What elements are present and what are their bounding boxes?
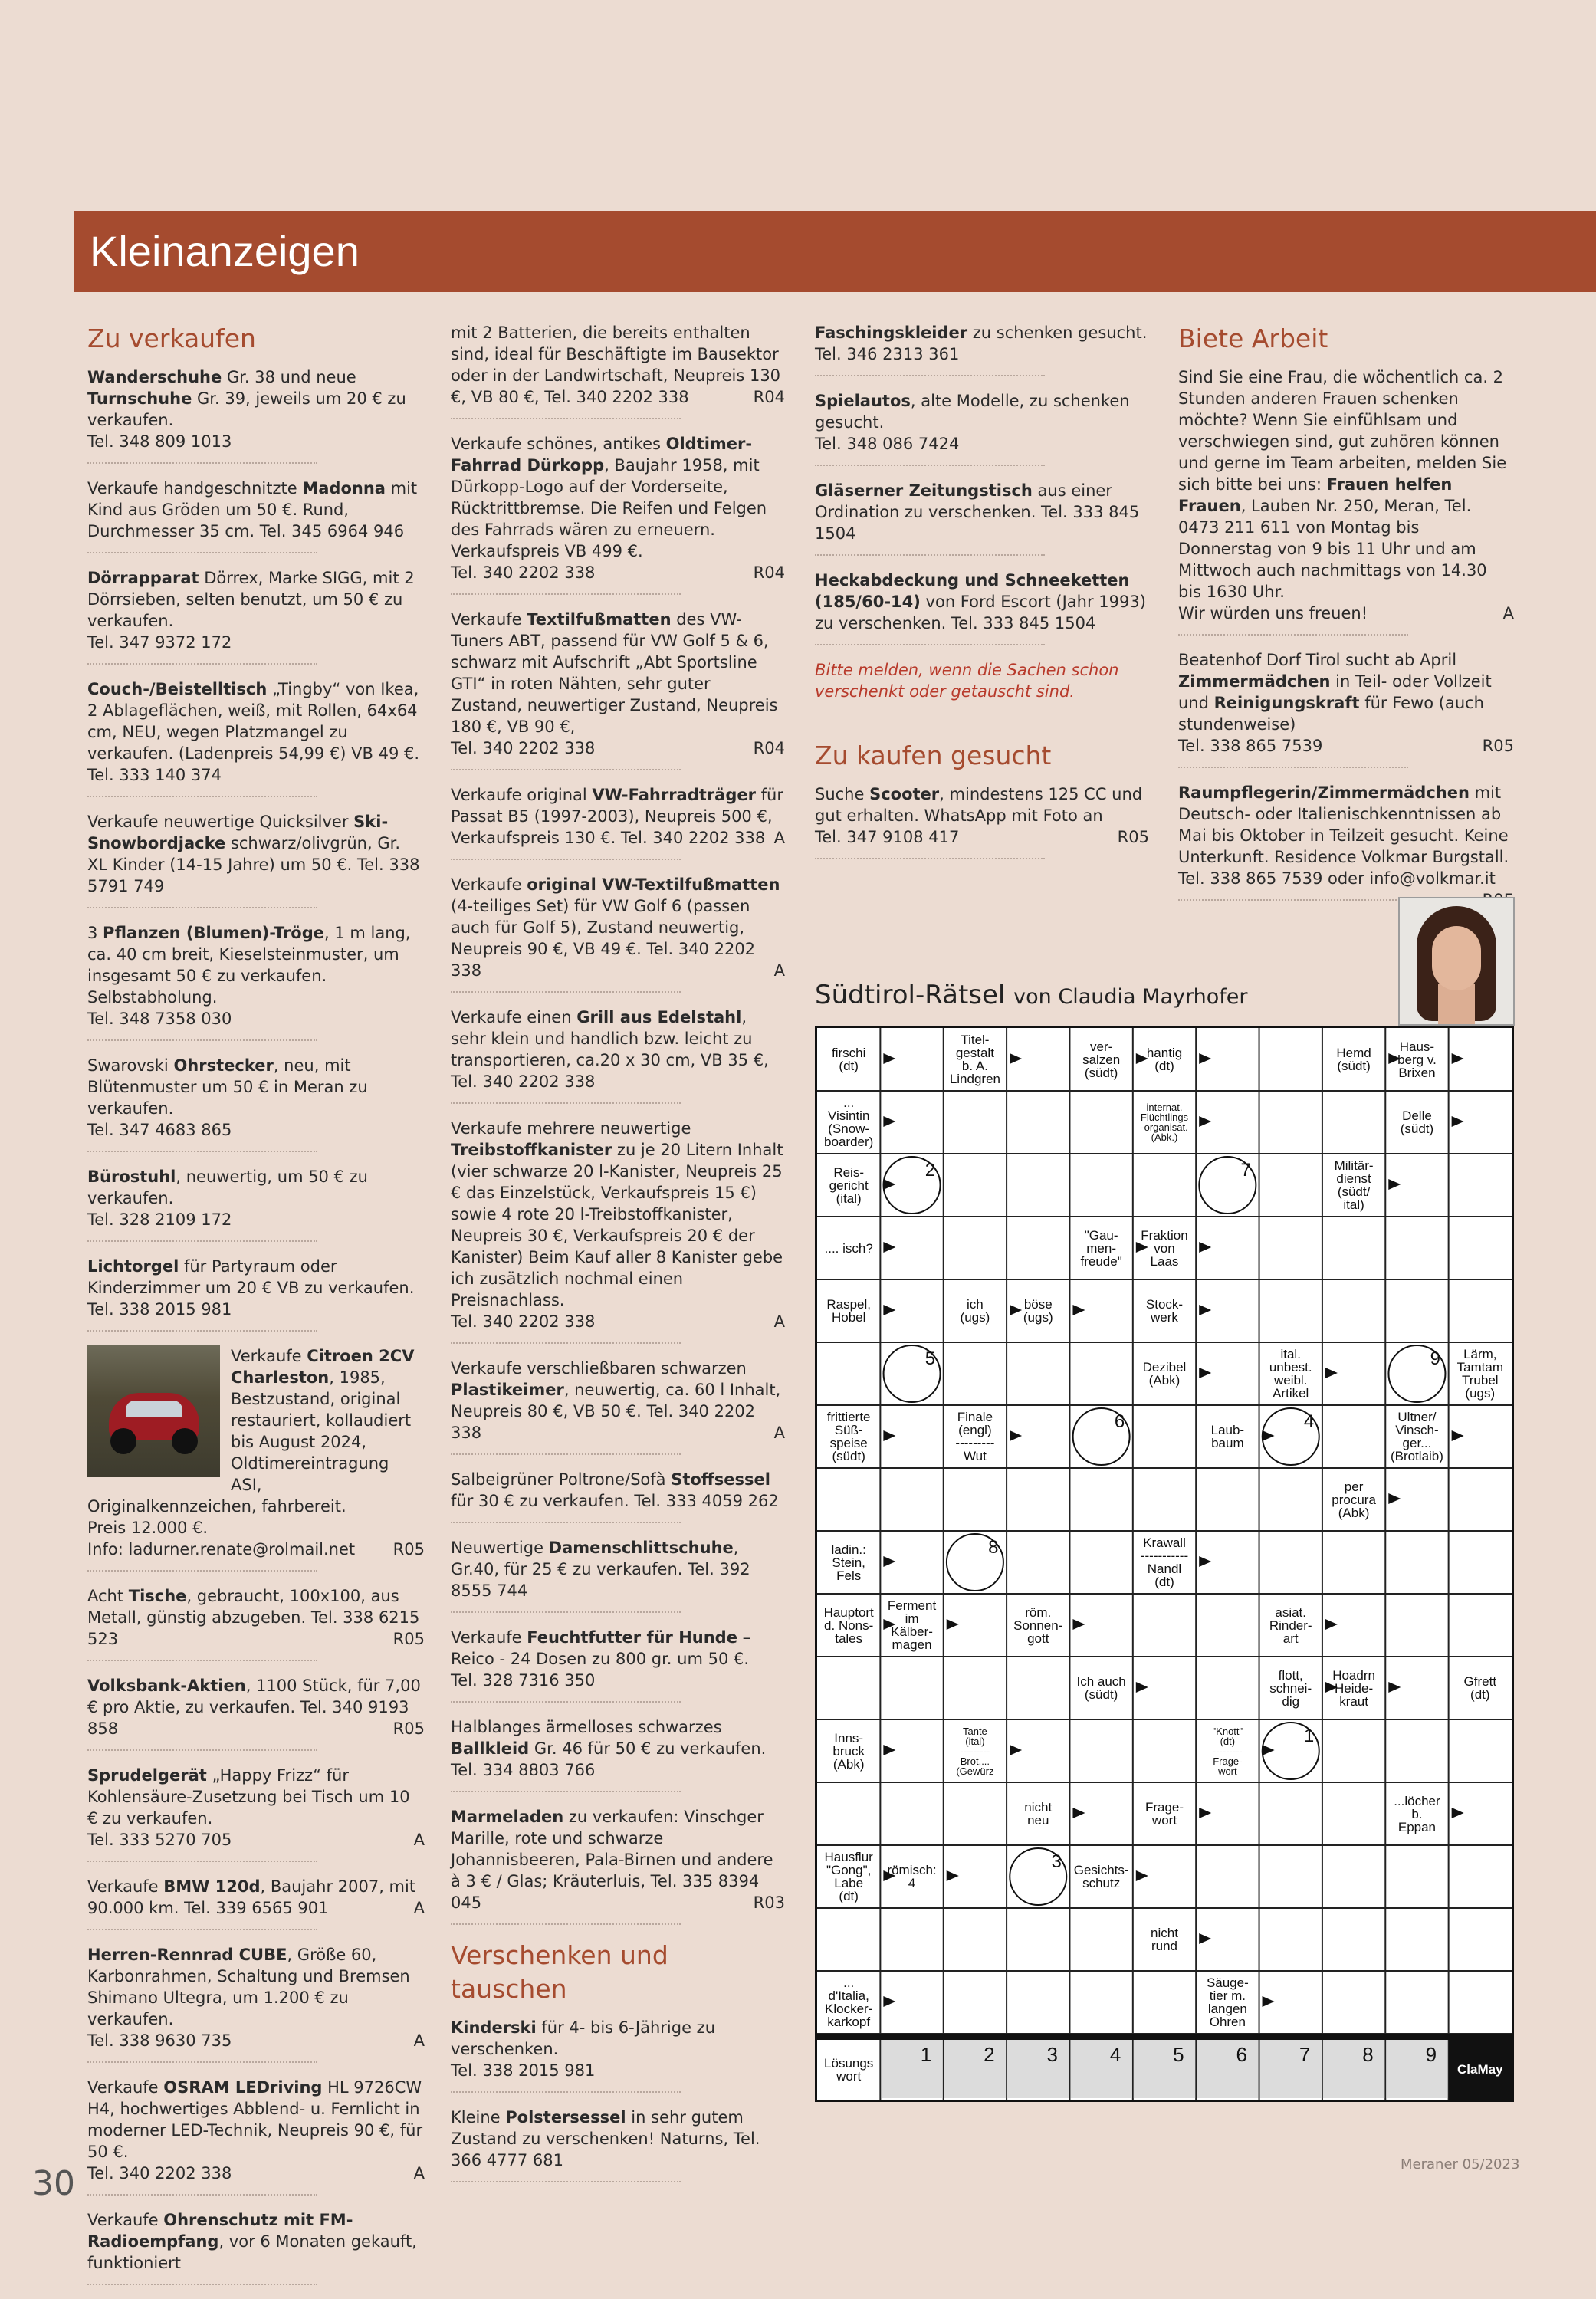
col3-ad-2: Gläserner Zeitungstisch aus einer Ordination zu verschenken. Tel. 333 845 1504: [815, 481, 1140, 543]
key-number-5: 4: [1303, 1411, 1315, 1432]
col1-ad-7: Bürostuhl, neuwertig, um 50 € zu verkaufen. Tel. 328 2109 172: [87, 1168, 368, 1229]
clue-arrow: [1199, 1368, 1211, 1378]
clue-21: frittierte Süß- speise (südt): [826, 1410, 871, 1463]
clue-16: böse (ugs): [1023, 1297, 1053, 1325]
ad-citroen-price: Preis 12.000 €.: [87, 1519, 209, 1537]
clue-arrow: [1388, 1493, 1401, 1504]
col2-ad-3: Verkaufe original VW-Fahrradträger für Passat B5 (1997-2003), Neupreis 500 €, Verkaufspreis 130 €. Tel. 340 2202 338 A: [451, 786, 785, 847]
clue-arrow: [947, 1619, 959, 1630]
col4-ad-2: Raumpflegerin/Zimmermädchen mit Deutsch- oder Italienischkenntnissen ab Mai bis Oktober in Teilzeit gesucht. Keine Unterkunft. Residence Volkmar Burgstall. Tel. 338 865 7539 oder info@volkmar.it: [1178, 783, 1509, 888]
col1b-ad-4: Herren-Rennrad CUBE, Größe 60, Karbonrahmen, Schaltung und Bremsen Shimano Ultegra, um 1.200 € zu verkaufen. Tel. 338 9630 735 A: [87, 1946, 425, 2050]
clue-43: römisch: 4: [887, 1863, 937, 1890]
clue-arrow: [1199, 1242, 1211, 1253]
clue-arrow: [1136, 1870, 1148, 1881]
clue-arrow: [1072, 1619, 1085, 1630]
clue-30: röm. Sonnen- gott: [1013, 1604, 1063, 1646]
key-number-1: 7: [1240, 1160, 1251, 1181]
clue-arrow: [1072, 1305, 1085, 1315]
col4-ad-0: Sind Sie eine Frau, die wöchentlich ca. 2 Stunden anderen Frauen schenken möchte? Wenn Sie einfühlsam und verschwiegen sind, gut zuhören können und gerne im Team arbeiten, melden Sie sich bitte bei uns: Frauen helfen Frauen, Lauben Nr. 250, Meran, Tel. 0473 211 611 von Montag bis Donnerstag von 9 bis 11 Uhr und am Mittwoch auch nachmittags von 14.30 bis 1630 Uhr. Wir würden uns freuen! A: [1178, 368, 1514, 622]
magazine-issue: Meraner 05/2023: [1401, 2156, 1520, 2173]
clue-arrow: [883, 1116, 895, 1127]
brand-label: ClaMay: [1449, 2040, 1512, 2100]
col1-ad-2: Dörrapparat Dörrex, Marke SIGG, mit 2 Dörrsieben, selten benutzt, um 50 € zu verkaufen. Tel. 347 9372 172: [87, 569, 415, 652]
clue-5: Haus- berg v. Brixen: [1397, 1039, 1437, 1080]
clue-arrow: [1263, 1745, 1275, 1755]
clue-11: .... isch?: [824, 1240, 873, 1256]
col2-ad-2: Verkaufe Textilfußmatten des VW-Tuners ABT, passend für VW Golf 5 & 6, schwarz mit Aufschrift „Abt Sportsline GTI“ in roten Nähten, sehr guter Zustand, neuwertiger Zustand, Neupreis 180 €, VB 90 €, Tel. 340 2202 338 R04: [451, 610, 785, 757]
col1b-ad-0: Acht Tische, gebraucht, 100x100, aus Metall, günstig abzugeben. Tel. 338 6215 523 R05: [87, 1587, 425, 1648]
col2-ad-4: Verkaufe original VW-Textilfußmatten (4-teiliges Set) für VW Golf 6 (passen auch für Golf 5), Zustand neuwertig, Neupreis 90 €, VB 49 €. Tel. 340 2202 338 A: [451, 875, 785, 980]
key-number-2: 5: [924, 1348, 936, 1369]
clue-7: internat. Flüchtlings -organisat. (Abk.): [1140, 1102, 1189, 1143]
solution-number-5[interactable]: 5: [1173, 2043, 1184, 2066]
key-number-8: 3: [1051, 1851, 1062, 1872]
clue-arrow: [1325, 1368, 1338, 1378]
solution-number-2[interactable]: 2: [984, 2043, 995, 2066]
ad-citroen: [87, 1345, 425, 1570]
key-number-6: 8: [988, 1537, 999, 1558]
clue-arrow: [883, 1179, 895, 1190]
ad-list-1: [87, 366, 425, 1332]
col3b-ad-0: Suche Scooter, mindestens 125 CC und gut erhalten. WhatsApp mit Foto an Tel. 347 9108 417 R05: [815, 785, 1149, 846]
clue-13: Fraktion von Laas: [1141, 1227, 1188, 1269]
clue-arrow: [1136, 1682, 1148, 1693]
clue-39: nicht neu: [1024, 1800, 1053, 1828]
clue-36: Inns- bruck (Abk): [832, 1730, 865, 1772]
car-photo: [87, 1345, 220, 1477]
clue-41: ...löcher b. Eppan: [1394, 1793, 1440, 1834]
key-number-3: 9: [1430, 1348, 1440, 1369]
clue-40: Frage- wort: [1144, 1800, 1184, 1828]
red-note: Bitte melden, wenn die Sachen schon verschenkt oder getauscht sind.: [815, 661, 1119, 701]
col2-ad-5: Verkaufe einen Grill aus Edelstahl, sehr klein und handlich bzw. leicht zu transportieren, ca.20 x 30 cm, VB 35 €, Tel. 340 2202 338: [451, 1008, 769, 1091]
col4-ad-1: Beatenhof Dorf Tirol sucht ab April Zimmermädchen in Teil- oder Vollzeit und Reinigungskraft für Fewo (auch stundenweise) Tel. 338 865 7539 R05: [1178, 651, 1514, 755]
ad-citroen-info: Info: ladurner.renate@rolmail.net R05: [87, 1540, 425, 1558]
clue-3: hantig (dt): [1146, 1046, 1183, 1073]
clue-42: Hausflur "Gong", Labe (dt): [824, 1850, 873, 1903]
clue-26: ladin.: Stein, Fels: [831, 1542, 866, 1583]
col2-ad-6: Verkaufe mehrere neuwertige Treibstoffkanister zu je 20 Litern Inhalt (vier schwarze 20 l-Kanister, Neupreis 25 € das Einzelstück, Verkaufspreis 15 €) sowie 4 rote 20 l-Treibstoffkanister, Neupreis 30 €, Verkaufspreis 20 € der Kanister) Beim Kauf aller 8 Kanister gebe ich zusätzlich nochmal einen Preisnachlass. Tel. 340 2202 338 A: [451, 1119, 785, 1331]
clue-9: Reis- gericht (ital): [829, 1164, 869, 1206]
ad-list-4: [1178, 366, 1514, 901]
clue-12: "Gau- men- freude": [1080, 1227, 1122, 1269]
solution-number-4[interactable]: 4: [1109, 2043, 1121, 2066]
section-heading-verschenken: Verschenken und tauschen: [451, 1940, 668, 2004]
solution-number-9[interactable]: 9: [1425, 2043, 1437, 2066]
solution-number-7[interactable]: 7: [1299, 2043, 1311, 2066]
col1-ad-3: Couch-/Beistelltisch „Tingby“ von Ikea, 2 Ablageflächen, weiß, mit Rollen, 64x64 cm, NEU, wegen Platzmangel zu verkaufen. (Ladenpreis 54,99 €) VB 49 €. Tel. 333 140 374: [87, 680, 420, 784]
col2-ad-0: mit 2 Batterien, die bereits enthalten sind, ideal für Beschäftigte im Bausektor oder in der Landwirtschaft, Neupreis 130 €, VB 80 €, Tel. 340 2202 338 R04: [451, 324, 785, 406]
clue-4: Hemd (südt): [1336, 1046, 1371, 1073]
col1-ad-4: Verkaufe neuwertige Quicksilver Ski-Snowbordjacke schwarz/olivgrün, Gr. XL Kinder (14-15 Jahre) um 50 €. Tel. 338 5791 749: [87, 813, 420, 895]
col2-ad-7: Verkaufe verschließbaren schwarzen Plastikeimer, neuwertig, ca. 60 l Inhalt, Neupreis 80 €, VB 50 €. Tel. 340 2202 338 A: [451, 1359, 785, 1442]
solution-label: Lösungs wort: [824, 2056, 874, 2084]
solution-number-1[interactable]: 1: [920, 2043, 932, 2066]
clue-46: ... d'Italia, Klocker- karkopf: [825, 1975, 873, 2029]
clue-19: ital. unbest. weibl. Artikel: [1269, 1347, 1312, 1401]
clue-15: ich (ugs): [960, 1297, 990, 1325]
clue-25: per procura (Abk): [1332, 1479, 1376, 1520]
page-number: 30: [32, 2164, 75, 2203]
col1-ad-1: Verkaufe handgeschnitzte Madonna mit Kind aus Gröden um 50 €. Rund, Durchmesser 35 cm. Tel. 345 6964 946: [87, 479, 418, 540]
clue-arrow: [1199, 1933, 1211, 1944]
clue-29: Ferment im Kälber- magen: [887, 1598, 937, 1652]
solution-number-8[interactable]: 8: [1362, 2043, 1374, 2066]
clue-38: "Knott" (dt) --------- Frage- wort: [1212, 1725, 1243, 1777]
clue-arrow: [1388, 1179, 1401, 1190]
clue-arrow: [1452, 1053, 1464, 1064]
clue-arrow: [1263, 1430, 1275, 1441]
column-2: [451, 322, 785, 2196]
crossword-grid: [815, 1026, 1514, 2102]
clue-32: Ich auch (südt): [1076, 1674, 1126, 1702]
clue-22: Finale (engl) --------- Wut: [955, 1410, 995, 1463]
col3-ad-1: Spielautos, alte Modelle, zu schenken gesucht. Tel. 348 086 7424: [815, 392, 1130, 453]
clue-14: Raspel, Hobel: [826, 1297, 871, 1325]
clue-arrow: [883, 1996, 895, 2007]
key-number-0: 2: [924, 1160, 936, 1181]
col2-ad-12: Marmeladen zu verkaufen: Vinschger Marille, rote und schwarze Johannisbeeren, Pala-Birnen und andere à 3 € / Glas; Kräuterluis, Tel. 335 8394 045 R03: [451, 1808, 785, 1912]
key-number-4: 6: [1114, 1411, 1125, 1432]
clue-2: ver- salzen (südt): [1082, 1039, 1121, 1080]
ad-list-3b: [815, 783, 1149, 859]
column-4: [1178, 322, 1514, 915]
clue-arrow: [1452, 1430, 1464, 1441]
section-banner: Kleinanzeigen: [74, 211, 1596, 292]
col1-ad-0: Wanderschuhe Gr. 38 und neue Turnschuhe Gr. 39, jeweils um 20 € zu verkaufen. Tel. 348 809 1013: [87, 368, 406, 451]
clue-44: Gesichts- schutz: [1073, 1863, 1129, 1890]
col3-ad-0: Faschingskleider zu schenken gesucht. Tel. 346 2313 361: [815, 324, 1148, 363]
col1-ad-5: 3 Pflanzen (Blumen)-Tröge, 1 m lang, ca. 40 cm breit, Kieselsteinmuster, um insgesamt 50 € zu verkaufen. Selbstabholung. Tel. 348 7358 030: [87, 924, 411, 1028]
clue-arrow: [883, 1242, 895, 1253]
clue-23: Laub- baum: [1210, 1423, 1245, 1450]
column-1: [87, 322, 425, 2299]
col1b-ad-1: Volksbank-Aktien, 1100 Stück, für 7,00 € pro Aktie, zu verkaufen. Tel. 340 9193 858 R05: [87, 1677, 425, 1738]
clue-arrow: [1263, 1996, 1275, 2007]
clue-arrow: [1388, 1682, 1401, 1693]
clue-arrow: [883, 1053, 895, 1064]
clue-arrow: [1010, 1745, 1022, 1755]
clue-8: Delle (südt): [1400, 1108, 1434, 1136]
clue-arrow: [1199, 1808, 1211, 1818]
clue-arrow: [1452, 1116, 1464, 1127]
clue-arrow: [947, 1870, 959, 1881]
clue-10: Militär- dienst (südt/ ital): [1334, 1158, 1374, 1212]
clue-27: Krawall ----------- Nandl (dt): [1140, 1535, 1189, 1589]
clue-34: Hoadrn Heide- kraut: [1332, 1667, 1375, 1709]
section-heading-zu-kaufen-gesucht: Zu kaufen gesucht: [815, 741, 1052, 770]
col1b-ad-3: Verkaufe BMW 120d, Baujahr 2007, mit 90.000 km. Tel. 339 6565 901 A: [87, 1877, 425, 1917]
clue-17: Stock- werk: [1145, 1297, 1184, 1325]
col1-ad-6: Swarovski Ohrstecker, neu, mit Blütenmuster um 50 € in Meran zu verkaufen. Tel. 347 4683 865: [87, 1056, 368, 1139]
clue-arrow: [1199, 1053, 1211, 1064]
clue-arrow: [1010, 1053, 1022, 1064]
section-heading-zu-verkaufen: Zu verkaufen: [87, 324, 256, 353]
clue-arrow: [1199, 1116, 1211, 1127]
solution-number-3[interactable]: 3: [1046, 2043, 1058, 2066]
clue-6: ... Visintin (Snow- boarder): [824, 1095, 874, 1149]
clue-arrow: [1072, 1808, 1085, 1818]
clue-18: Dezibel (Abk): [1142, 1360, 1187, 1388]
clue-arrow: [883, 1556, 895, 1567]
author-portrait: [1398, 897, 1515, 1026]
clue-47: Säuge- tier m. langen Ohren: [1206, 1975, 1249, 2029]
col2b-ad-1: Kleine Polstersessel in sehr gutem Zustand zu verschenken! Naturns, Tel. 366 4777 681: [451, 2108, 760, 2169]
col1b-ad-5: Verkaufe OSRAM LEDriving HL 9726CW H4, hochwertiges Abblend- u. Fernlicht in moderner LED-Technik, Neupreis 90 €, für 50 €. Tel. 340 2202 338 A: [87, 2078, 425, 2182]
clue-33: flott, schnei- dig: [1269, 1667, 1312, 1709]
col2-ad-8: Salbeigrüner Poltrone/Sofà Stoffsessel für 30 € zu verkaufen. Tel. 333 4059 262: [451, 1470, 779, 1510]
clue-31: asiat. Rinder- art: [1269, 1604, 1312, 1646]
col2b-ad-0: Kinderski für 4- bis 6-Jährige zu verschenken. Tel. 338 2015 981: [451, 2018, 716, 2080]
section-heading-biete-arbeit: Biete Arbeit: [1178, 324, 1328, 353]
clue-arrow: [1010, 1430, 1022, 1441]
col3-ad-3: Heckabdeckung und Schneeketten (185/60-14) von Ford Escort (Jahr 1993) zu verschenken. Tel. 333 845 1504: [815, 571, 1146, 632]
ad-list-3: [815, 322, 1149, 645]
clue-0: firschi (dt): [831, 1046, 866, 1073]
clue-arrow: [883, 1745, 895, 1755]
ad-citroen-text: Verkaufe Citroen 2CV Charleston, 1985, Bestzustand, original restauriert, kollaudiert bis August 2024, Oldtimereintragung ASI, Originalkennzeichen, fahrbereit.: [87, 1347, 415, 1516]
clue-arrow: [883, 1430, 895, 1441]
clue-20: Lärm, Tamtam Trubel (ugs): [1456, 1347, 1504, 1401]
col2-ad-1: Verkaufe schönes, antikes Oldtimer-Fahrrad Dürkopp, Baujahr 1958, mit Dürkopp-Logo auf der Vorderseite, Rücktrittbremse. Die Reifen und Felgen des Fahrrads wären zu erneuern. Verkaufspreis VB 499 €. Tel. 340 2202 338 R04: [451, 435, 785, 582]
ad-list-2b: [451, 2017, 785, 2182]
clue-45: nicht rund: [1151, 1926, 1178, 1953]
clue-24: Ultner/ Vinsch- ger... (Brotlaib): [1390, 1410, 1443, 1463]
clue-arrow: [1199, 1556, 1211, 1567]
clue-28: Hauptort d. Nons- tales: [823, 1604, 874, 1646]
col1b-ad-6: Verkaufe Ohrenschutz mit FM-Radioempfang, vor 6 Monaten gekauft, funktioniert: [87, 2211, 417, 2272]
key-number-7: 1: [1303, 1726, 1315, 1746]
col2-ad-11: Halblanges ärmelloses schwarzes Ballkleid Gr. 46 für 50 € zu verkaufen. Tel. 334 8803 766: [451, 1718, 767, 1779]
col1b-ad-2: Sprudelgerät „Happy Frizz“ für Kohlensäure-Zusetzung bei Tisch um 10 € zu verkaufen. Tel. 333 5270 705 A: [87, 1766, 425, 1849]
clue-1: Titel- gestalt b. A. Lindgren: [949, 1033, 1000, 1086]
column-3: [815, 322, 1149, 873]
solution-number-6[interactable]: 6: [1236, 2043, 1247, 2066]
ad-list-1b: [87, 1585, 425, 2285]
col1-ad-8: Lichtorgel für Partyraum oder Kinderzimmer um 20 € VB zu verkaufen. Tel. 338 2015 981: [87, 1257, 415, 1319]
ad-list-2: [451, 322, 785, 1925]
clue-arrow: [1452, 1808, 1464, 1818]
clue-arrow: [1325, 1619, 1338, 1630]
col2-ad-9: Neuwertige Damenschlittschuhe, Gr.40, für 25 € zu verkaufen. Tel. 392 8555 744: [451, 1539, 750, 1600]
clue-35: Gfrett (dt): [1463, 1674, 1497, 1702]
col2-ad-10: Verkaufe Feuchtfutter für Hunde – Reico - 24 Dosen zu 800 gr. um 50 €. Tel. 328 7316 350: [451, 1628, 751, 1690]
puzzle-title: Südtirol-Rätsel von Claudia Mayrhofer: [815, 980, 1248, 1010]
clue-arrow: [883, 1305, 895, 1315]
clue-37: Tante (ital) --------- Brot.... (Gewürz: [956, 1725, 994, 1777]
clue-arrow: [1199, 1305, 1211, 1315]
